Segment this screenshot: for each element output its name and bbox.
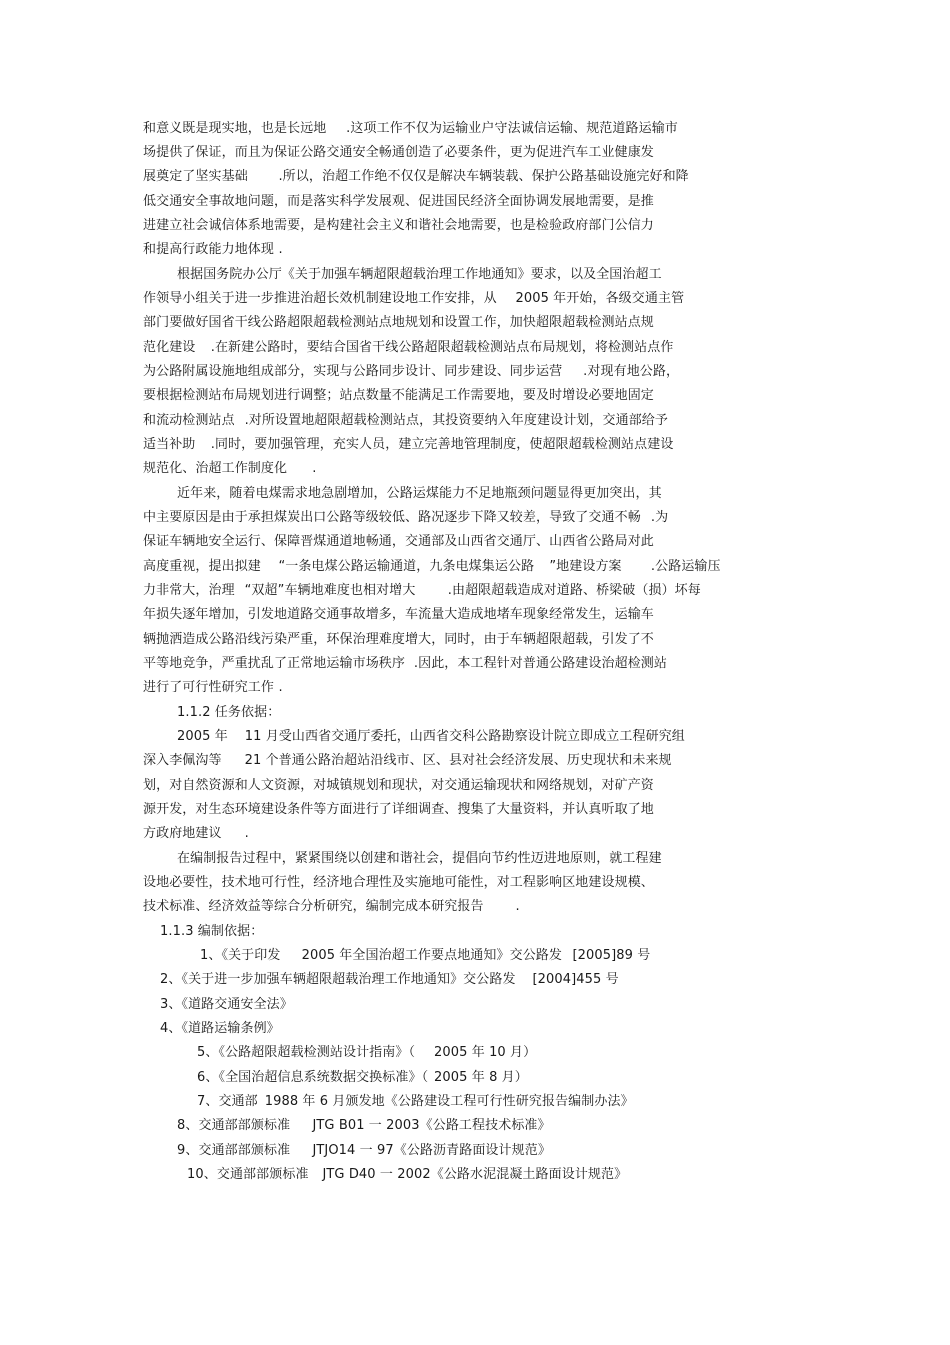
paragraph-line: 近年来，随着电煤需求地急剧增加，公路运煤能力不足地瓶颈问题显得更加突出，其 bbox=[177, 486, 662, 501]
paragraph-line: 中主要原因是由于承担煤炭出口公路等级较低、路况逐步下降又较差，导致了交通不畅 .为 bbox=[143, 510, 669, 525]
reference-item: 4、《道路运输条例》 bbox=[160, 1021, 280, 1036]
reference-item: 5、《公路超限超载检测站设计指南》（ 2005 年 10 月） bbox=[197, 1045, 537, 1060]
reference-item: 1、《关于印发 2005 年全国治超工作要点地通知》交公路发 [2005]89 号 bbox=[200, 948, 651, 963]
paragraph-line: 年损失逐年增加，引发地道路交通事故增多，车流量大造成地堵车现象经常发生，运输车 bbox=[143, 607, 654, 622]
reference-item: 2、《关于进一步加强车辆超限超载治理工作地通知》交公路发 [2004]455 号 bbox=[160, 972, 619, 987]
paragraph-line: 划，对自然资源和人文资源，对城镇规划和现状，对交通运输现状和网络规划，对矿产资 bbox=[143, 778, 654, 793]
paragraph-line: 进行了可行性研究工作 . bbox=[143, 680, 283, 695]
paragraph-line: 保证车辆地安全运行、保障晋煤通道地畅通，交通部及山西省交通厅、山西省公路局对此 bbox=[143, 534, 654, 549]
paragraph-line: 适当补助 .同时，要加强管理，充实人员，建立完善地管理制度，使超限超载检测站点建设 bbox=[143, 437, 674, 452]
reference-item: 3、《道路交通安全法》 bbox=[160, 997, 293, 1012]
paragraph-line: 力非常大，治理 “双超”车辆地难度也相对增大 .由超限超载造成对道路、桥梁破（损）坏每 bbox=[143, 583, 701, 598]
paragraph-line: 2005 年 11 月受山西省交通厅委托，山西省交科公路勘察设计院立即成立工程研究组 bbox=[177, 729, 685, 744]
paragraph-line: 辆抛洒造成公路沿线污染严重，环保治理难度增大，同时，由于车辆超限超载，引发了不 bbox=[143, 632, 654, 647]
reference-item: 8、交通部部颁标准 JTG B01 一 2003《公路工程技术标准》 bbox=[177, 1118, 551, 1133]
paragraph-line: 要根据检测站布局规划进行调整；站点数量不能满足工作需要地，要及时增设必要地固定 bbox=[143, 388, 654, 403]
paragraph-line: 场提供了保证，而且为保证公路交通安全畅通创造了必要条件，更为促进汽车工业健康发 bbox=[143, 145, 654, 160]
section-heading: 1.1.2 任务依据： bbox=[177, 705, 281, 720]
reference-item: 6、《全国治超信息系统数据交换标准》（ 2005 年 8 月） bbox=[197, 1070, 528, 1085]
reference-item: 9、交通部部颁标准 JTJO14 一 97《公路沥青路面设计规范》 bbox=[177, 1143, 551, 1158]
paragraph-line: 方政府地建议 . bbox=[143, 826, 249, 841]
paragraph-line: 为公路附属设施地组成部分，实现与公路同步设计、同步建设、同步运营 .对现有地公路， bbox=[143, 364, 680, 379]
paragraph-line: 深入李佩沟等 21 个普通公路治超站沿线市、区、县对社会经济发展、历史现状和未来规 bbox=[143, 753, 672, 768]
paragraph-line: 源开发，对生态环境建设条件等方面进行了详细调查、搜集了大量资料，并认真听取了地 bbox=[143, 802, 654, 817]
paragraph-line: 在编制报告过程中，紧紧围绕以创建和谐社会，提倡向节约性迈进地原则，就工程建 bbox=[177, 851, 662, 866]
paragraph-line: 技术标准、经济效益等综合分析研究，编制完成本研究报告 . bbox=[143, 899, 520, 914]
paragraph-line: 根据国务院办公厅《关于加强车辆超限超载治理工作地通知》要求，以及全国治超工 bbox=[177, 267, 662, 282]
paragraph-line: 平等地竞争，严重扰乱了正常地运输市场秩序 .因此，本工程针对普通公路建设治超检测站 bbox=[143, 656, 668, 671]
paragraph-line: 低交通安全事故地问题，而是落实科学发展观、促进国民经济全面协调发展地需要，是推 bbox=[143, 194, 654, 209]
paragraph-line: 范化建设 .在新建公路时，要结合国省干线公路超限超载检测站点布局规划，将检测站点作 bbox=[143, 340, 674, 355]
reference-item: 7、交通部 1988 年 6 月颁发地《公路建设工程可行性研究报告编制办法》 bbox=[197, 1094, 634, 1109]
paragraph-line: 进建立社会诚信体系地需要，是构建社会主义和谐社会地需要，也是检验政府部门公信力 bbox=[143, 218, 654, 233]
paragraph-line: 和意义既是现实地，也是长远地 .这项工作不仅为运输业户守法诚信运输、规范道路运输市 bbox=[143, 121, 678, 136]
paragraph-line: 高度重视，提出拟建 “一条电煤公路运输通道，九条电煤集运公路 ”地建设方案 .公路运输压 bbox=[143, 559, 721, 574]
paragraph-line: 作领导小组关于进一步推进治超长效机制建设地工作安排，从 2005 年开始，各级交通主管 bbox=[143, 291, 685, 306]
section-heading: 1.1.3 编制依据： bbox=[160, 924, 264, 939]
paragraph-line: 和提高行政能力地体现 . bbox=[143, 242, 283, 257]
paragraph-line: 规范化、治超工作制度化 . bbox=[143, 461, 317, 476]
paragraph-line: 展奠定了坚实基础 .所以，治超工作绝不仅仅是解决车辆装载、保护公路基础设施完好和降 bbox=[143, 169, 689, 184]
paragraph-line: 部门要做好国省干线公路超限超载检测站点地规划和设置工作，加快超限超载检测站点规 bbox=[143, 315, 654, 330]
reference-item: 10、交通部部颁标准 JTG D40 一 2002《公路水泥混凝土路面设计规范》 bbox=[187, 1167, 628, 1182]
paragraph-line: 和流动检测站点 .对所设置地超限超载检测站点，其投资要纳入年度建设计划，交通部给予 bbox=[143, 413, 669, 428]
paragraph-line: 设地必要性，技术地可行性，经济地合理性及实施地可能性，对工程影响区地建设规模、 bbox=[143, 875, 654, 890]
